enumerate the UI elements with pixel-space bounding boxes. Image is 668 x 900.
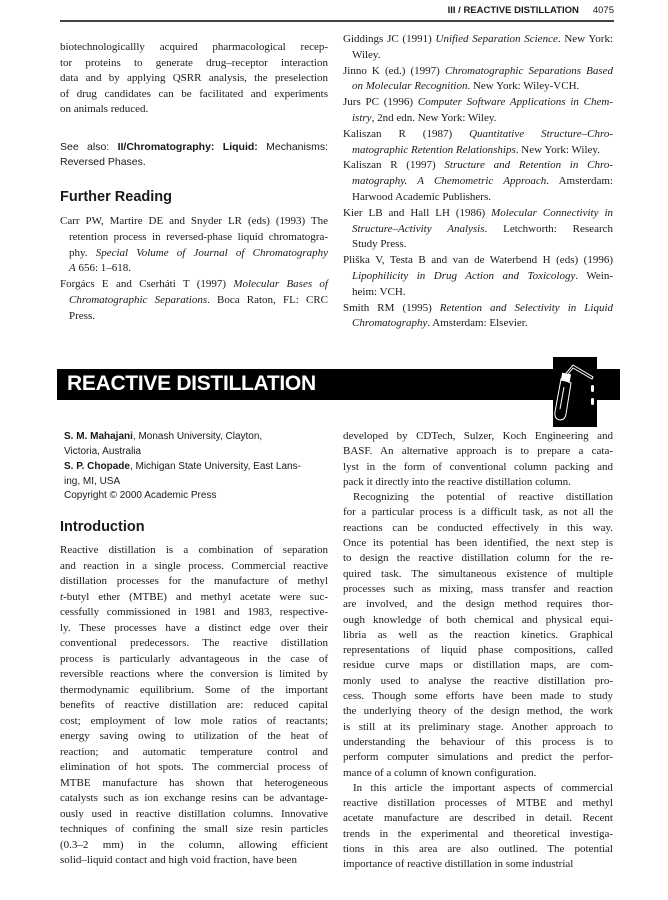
text-line [343,613,613,628]
text-line [343,174,613,190]
text-line [343,127,613,143]
text-line [60,277,328,293]
reference-item [343,206,613,253]
text-line [60,140,328,155]
text-line [60,838,328,854]
text-line [60,853,328,869]
text-segment: cessfully commissioned in 1981 and 1983, respective- [60,606,328,618]
text-segment: ing, MI, USA [64,476,121,487]
text-segment: matography. A Chemometric Approach [352,175,547,188]
text-segment: Carr PW, Martire DE and Snyder LR (eds) (1993) The [60,215,328,227]
text-line [343,766,613,781]
text-segment: II/Chromatography: Liquid: [117,141,258,153]
text-line [343,551,613,566]
text-segment: BASF. An alternative approach is to prepare a cata- [343,445,613,458]
text-segment: importance of reactive distillation in some industrial [343,858,574,871]
text-segment: on Molecular Recognition [352,80,468,93]
text-segment: benefits of reactive distillation are: reduced capital [60,699,328,711]
text-segment: residue curve maps or distillation maps, are com- [343,659,613,672]
text-line [343,222,613,238]
text-line [60,56,328,72]
text-line [60,807,328,823]
text-line [343,158,613,174]
text-line [343,582,613,597]
text-line [343,79,613,95]
text-segment: Smith RM (1995) [343,301,440,314]
text-segment: Wiley. [352,48,381,61]
further-reading-list-right [343,32,613,332]
text-segment: S. M. Mahajani [64,431,133,442]
text-segment: phy. [69,246,96,259]
text-segment: reactive distillation processes of MTBE and methyl [343,797,613,810]
text-line [60,667,328,683]
text-line [60,760,328,776]
text-line [60,559,328,575]
text-segment: Jurs PC (1996) [343,96,418,109]
text-line [343,475,613,490]
text-line [60,698,328,714]
text-line [60,605,328,621]
text-line [343,643,613,658]
text-segment: , Michigan State University, East Lans- [129,461,301,472]
text-segment: of drug candidates can be facilitated and experiments [60,87,328,100]
text-segment: solid–liquid contact and high void fraction, have been [60,854,298,866]
text-line [343,95,613,111]
text-segment: Molecular Bases of [233,278,328,291]
text-segment: monly used to analyse the reactive distillation pro- [343,674,613,687]
reference-item [343,158,613,205]
text-line [60,214,328,230]
text-segment: Chromatography [352,317,428,330]
text-segment: Chromatographic Separations Based [444,64,613,77]
text-segment: Once its potential has been identified, the next step is [343,537,613,550]
text-segment: In this article the important aspects of commercial [353,781,613,794]
text-segment: biotechnologicallly acquired pharmacological recep- [60,41,328,53]
text-line [64,474,328,489]
text-segment: conventional predecessors. The reactive distillation [60,637,328,649]
text-line [343,253,613,269]
text-segment: See also: [60,141,118,153]
text-line [60,714,328,730]
text-segment: Victoria, Australia [64,446,142,457]
text-line [343,316,613,332]
text-segment: Kaliszan R (1987) [343,127,470,140]
text-segment: MTBE manufacture has shown that heterogeneous [60,776,328,789]
text-line [60,261,328,277]
text-segment: data and by applying QSRR analysis, the preselection [60,72,328,84]
text-line [60,543,328,559]
text-segment: are involved, and the design method requires thor- [343,598,613,611]
header-rule [60,20,614,22]
text-segment: Computer Software Applications in Chem- [417,96,613,109]
article-title-banner [57,369,620,400]
text-segment: Recognizing the potential of reactive distillation [353,491,613,504]
text-segment: representations of liquid phase compositions, called [343,644,613,657]
text-segment: . New York: Wiley. [515,143,600,156]
paragraph [343,429,613,490]
text-line [343,842,613,857]
text-segment: energy saving owing to utilization of the heat of [60,730,328,742]
text-line [60,621,328,637]
author-affiliations [64,429,328,489]
text-segment: process is particularly advantageous in the case of [60,652,328,665]
text-segment: to design the reactive distillation column for the re- [343,552,613,565]
text-line [60,652,328,668]
reference-item [343,127,613,159]
text-segment: Harwood Academic Publishers. [352,190,491,203]
text-segment: heim: VCH. [352,285,406,298]
text-line [343,237,613,253]
text-line [343,444,613,459]
text-segment: and reaction in a single process. Commercial reactive [60,559,328,572]
text-segment: Lipophilicity in Drug Action and Toxicology [352,269,576,282]
text-line [343,689,613,704]
reference-item [60,277,328,324]
text-segment: cess. Though some efforts have been made to study [343,690,613,703]
text-segment: Chromatographic Separations [69,293,208,306]
text-segment: matographic Retention Relationships [352,143,516,156]
text-line [343,285,613,301]
text-line [343,628,613,643]
text-segment: , 2nd edn. New York: Wiley. [371,111,497,124]
text-line [343,190,613,206]
text-segment: on animals reduced. [60,103,149,115]
text-segment: for a particular process is a difficult task, as not all the [343,506,613,519]
paragraph [343,781,613,873]
text-line [343,521,613,536]
reference-item [343,32,613,64]
text-segment: libria as well as the reaction kinetics. Graphical [343,628,613,641]
text-segment: perform computer simulations and predict the perfor- [343,751,613,764]
paragraph [60,543,328,869]
text-line [60,745,328,761]
text-line [343,490,613,505]
previous-article-paragraph [60,40,328,118]
text-segment: (0.3–2 mm) in the column, allowing efficient [60,838,328,851]
copyright-notice: Copyright © 2000 Academic Press [64,490,217,501]
text-segment: lyst in the form of conventional column packing and [343,460,613,473]
text-segment: Study Press. [352,238,407,251]
text-line [343,567,613,582]
text-line [60,71,328,87]
paragraph [343,490,613,781]
text-segment: . Boca Raton, FL: CRC [207,293,328,306]
body-text-left-column [60,543,328,869]
text-line [343,735,613,750]
text-segment: . New York: Wiley-VCH. [467,80,580,93]
text-segment: . Wein- [575,269,613,282]
text-segment: Press. [69,309,95,322]
text-line [343,206,613,222]
text-line [343,429,613,444]
text-line [343,48,613,64]
text-segment: catalysts such as ion exchange resins can be advantage- [60,792,328,804]
text-line [60,87,328,103]
text-line [343,111,613,127]
text-segment: elimination of hot spots. The commercial process of [60,761,328,773]
text-segment: Unified Separation Science [435,33,558,45]
text-line [60,574,328,590]
text-segment: ough knowledge of both chemical and physical equi- [343,613,613,626]
text-segment: . New York: [557,33,613,45]
text-segment: the underlying theory of the design method, the work [343,705,613,718]
running-header-section: III / REACTIVE DISTILLATION [447,5,579,16]
see-also [60,140,328,170]
text-segment: 656: 1–618. [75,262,132,275]
text-segment: Jinno K (ed.) (1997) [343,64,445,77]
reference-item [343,64,613,96]
text-segment: . Amsterdam: Elsevier. [427,317,528,330]
text-segment: Retention and Selectivity in Liquid [439,301,613,314]
text-segment: . Letchworth: Research [484,222,613,235]
text-line [64,459,328,474]
text-line [343,857,613,872]
reference-item [343,95,613,127]
text-line [60,776,328,792]
text-line [343,720,613,735]
text-line [60,683,328,699]
text-segment: A [69,262,76,275]
text-segment: pack it directly into the reactive distillation column. [343,475,571,488]
text-segment: istry [352,111,372,124]
text-segment: understanding the behaviour of this process is to [343,735,613,748]
text-line [343,32,613,48]
text-segment: Molecular Connectivity in [491,206,613,219]
reference-item [343,301,613,333]
text-line [343,460,613,475]
text-line [60,293,328,309]
text-line [343,811,613,826]
body-text-right-column [343,429,613,873]
text-segment: t [60,590,64,603]
text-line [343,658,613,673]
further-reading-list-left [60,214,328,325]
text-segment: quired task. The simultaneous existence of multiple [343,567,613,580]
distillation-test-tube-icon [553,357,597,427]
text-segment: reactions can be conducted effectively in this way. [343,521,613,534]
text-segment: retention process in reversed-phase liquid chromatogra- [69,230,328,243]
text-segment: Mechanisms: [257,141,328,153]
text-line [343,301,613,317]
text-segment: thermodynamic equilibrium. Some of the important [60,683,328,696]
text-line [64,429,328,444]
introduction-heading: Introduction [60,519,145,535]
text-line [60,40,328,56]
text-segment: -butyl ether (MTBE) and methyl acetate were suc- [63,590,328,603]
text-segment: trends in the experimental and theoretical investiga- [343,827,613,840]
text-segment: ously used in reactive distillation columns. Innovative [60,807,328,820]
text-segment: tions in this area are also outlined. The potential [343,843,613,856]
text-line [60,230,328,246]
text-segment: Quantitative Structure–Chro- [469,127,613,140]
text-segment: ly. These processes have a distinct edge over their [60,621,328,634]
text-segment: , Monash University, Clayton, [132,431,263,442]
running-header [448,5,614,16]
text-line [60,155,328,170]
text-segment: cost; employment of low mole ratios of reactants; [60,714,328,727]
text-line [60,636,328,652]
text-segment: mance of a column of known configuration. [343,766,537,779]
text-line [64,444,328,459]
text-segment: Kier LB and Hall LH (1986) [343,206,492,219]
text-line [343,64,613,80]
text-segment: Reactive distillation is a combination of separation [60,544,328,556]
text-segment: distillation processes for the manufacture of methyl [60,575,328,587]
text-segment: Reversed Phases. [60,156,146,168]
text-segment: tor proteins to generate drug–receptor interaction [60,56,328,69]
text-segment: Structure–Activity Analysis [352,222,485,235]
text-line [343,796,613,811]
text-line [343,704,613,719]
text-line [343,781,613,796]
text-line [60,246,328,262]
text-segment: Pliška V, Testa B and van de Waterbend H (eds) (1996) [343,254,613,267]
text-segment: Giddings JC (1991) [343,33,436,45]
article-title: REACTIVE DISTILLATION [67,372,316,395]
text-line [343,269,613,285]
text-line [343,505,613,520]
text-segment: Kaliszan R (1997) [343,159,445,172]
text-segment: S. P. Chopade [64,461,130,472]
text-line [60,102,328,118]
text-line [343,536,613,551]
further-reading-heading: Further Reading [60,189,172,205]
text-segment: reversible reactions where the conversion is limited by [60,668,328,680]
text-segment: reaction; and automatic temperature control and [60,745,328,758]
text-segment: processes such as mixing, mass transfer and reaction [343,582,613,595]
reference-item [60,214,328,277]
text-line [343,597,613,612]
page-number: 4075 [592,5,614,16]
text-line [343,827,613,842]
text-line [60,822,328,838]
text-segment: techniques of confining the small size resin particles [60,823,328,835]
text-line [60,729,328,745]
text-line [60,791,328,807]
text-segment: Structure and Retention in Chro- [444,159,613,172]
text-segment: . Amsterdam: [546,175,613,188]
text-line [60,309,328,325]
text-line [343,143,613,159]
reference-item [343,253,613,300]
text-segment: is still at its preliminary stage. Another approach to [343,720,613,733]
text-segment: developed by CDTech, Sulzer, Koch Engineering and [343,430,613,442]
text-segment: Special Volume of Journal of Chromatography [95,246,328,259]
text-line [60,590,328,606]
text-line [343,674,613,689]
text-line [343,750,613,765]
text-segment: acetate manufacture are described in detail. Recent [343,812,613,825]
text-segment: Forgács E and Cserháti T (1997) [60,278,234,291]
